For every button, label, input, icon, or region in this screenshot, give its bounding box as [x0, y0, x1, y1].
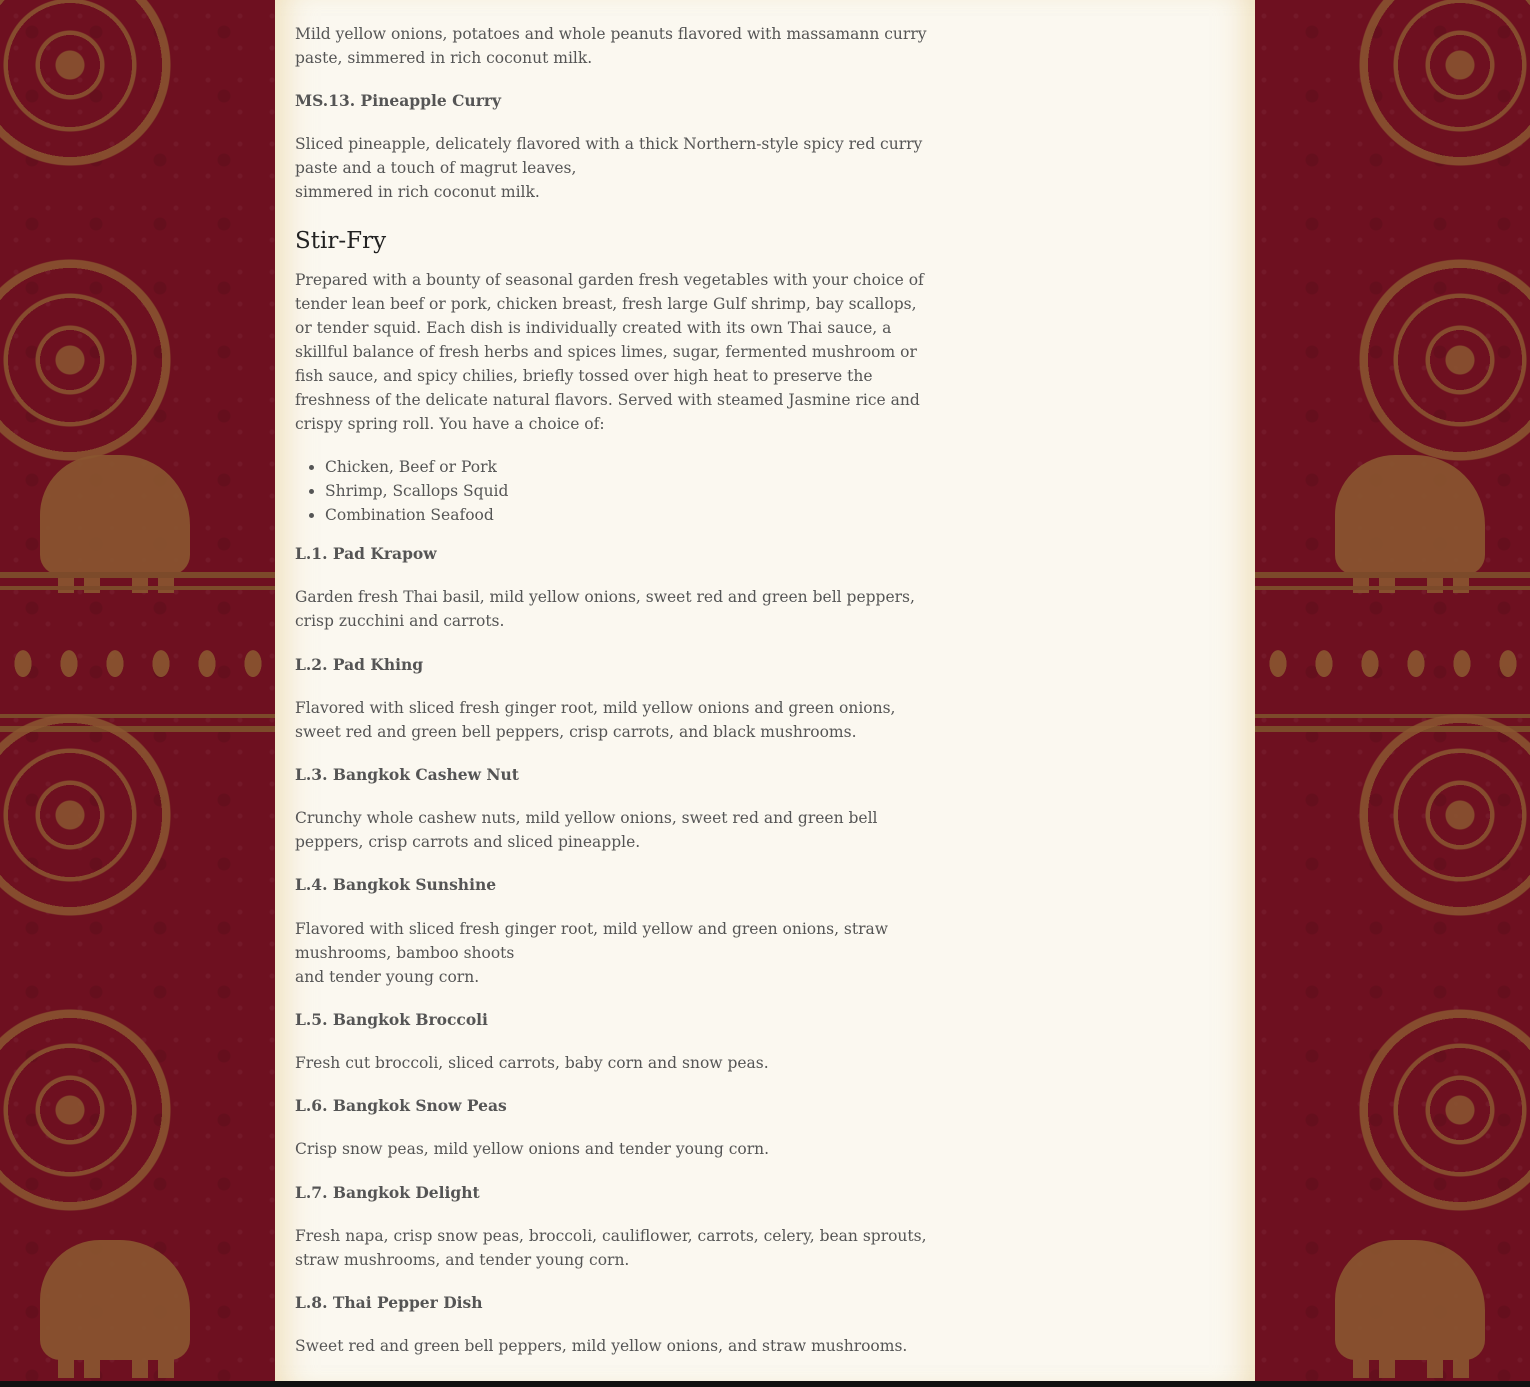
list-item: • Chicken, Beef or Pork [325, 455, 935, 479]
menu-item-description: Sweet red and green bell peppers, mild yellow onions, and straw mushrooms. [295, 1337, 908, 1355]
menu-item-description: Flavored with sliced fresh ginger root, mild yellow and green onions, straw mushrooms, bamboo shoots and tender young corn. [295, 920, 889, 986]
elephant-ornament [1335, 1240, 1485, 1360]
background-pattern-right [1255, 0, 1530, 1387]
menu-item-description: Mild yellow onions, potatoes and whole peanuts flavored with massamann curry paste, simmered in rich coconut milk. [295, 25, 927, 67]
menu-item-title: L.5. Bangkok Broccoli [295, 1010, 488, 1029]
menu-item-description: Fresh cut broccoli, sliced carrots, baby corn and snow peas. [295, 1054, 769, 1072]
choice-list [295, 455, 935, 527]
menu-item-description: Crisp snow peas, mild yellow onions and tender young corn. [295, 1140, 770, 1158]
mandala-ornament [0, 0, 195, 190]
menu-section [295, 0, 935, 1358]
elephant-ornament [1335, 455, 1485, 575]
section-heading-stir-fry: Stir-Fry [295, 228, 387, 254]
section-intro: Prepared with a bounty of seasonal garden fresh vegetables with your choice of tender lean beef or pork, chicken breast, fresh large Gulf shrimp, bay scallops, or tender squid. Each dish is individually created with its own Thai sauce, a skillful balance of fresh herbs and spices limes, sugar, fermented mushroom or fish sauce, and spicy chilies, briefly tossed over high heat to preserve the freshness of the delicate natural flavors. Served with steamed Jasmine rice and crispy spring roll. You have a choice of: [295, 271, 924, 433]
list-item: • Combination Seafood [325, 503, 935, 527]
footer-divider [0, 1381, 1530, 1387]
mandala-ornament [0, 235, 195, 485]
menu-content-panel [275, 0, 1255, 1381]
menu-item-description: Crunchy whole cashew nuts, mild yellow onions, sweet red and green bell peppers, crisp carrots and sliced pineapple. [295, 809, 878, 851]
menu-item-description: Fresh napa, crisp snow peas, broccoli, cauliflower, carrots, celery, bean sprouts, straw mushrooms, and tender young corn. [295, 1227, 927, 1269]
menu-item-title: L.1. Pad Krapow [295, 544, 437, 563]
elephant-ornament [40, 1240, 190, 1360]
menu-item-title: L.6. Bangkok Snow Peas [295, 1096, 507, 1115]
menu-item-title: L.3. Bangkok Cashew Nut [295, 765, 519, 784]
list-item: • Shrimp, Scallops Squid [325, 479, 935, 503]
menu-item-title: MS.13. Pineapple Curry [295, 91, 502, 110]
mandala-ornament [0, 985, 195, 1235]
menu-item-title: L.7. Bangkok Delight [295, 1183, 480, 1202]
elephant-ornament [40, 455, 190, 575]
menu-item-description: Garden fresh Thai basil, mild yellow onions, sweet red and green bell peppers, crisp zucchini and carrots. [295, 588, 915, 630]
menu-item-title: L.8. Thai Pepper Dish [295, 1293, 483, 1312]
mandala-ornament [1335, 985, 1530, 1235]
menu-item-title: L.2. Pad Khing [295, 655, 424, 674]
background-pattern-left [0, 0, 275, 1387]
mandala-ornament [1335, 235, 1530, 485]
menu-item-description: Sliced pineapple, delicately flavored with a thick Northern-style spicy red curry paste and a touch of magrut leaves, simmered in rich coconut milk. [295, 135, 923, 201]
menu-item-title: L.4. Bangkok Sunshine [295, 875, 497, 894]
mandala-ornament [1335, 0, 1530, 190]
menu-item-description: Flavored with sliced fresh ginger root, mild yellow onions and green onions, sweet red and green bell peppers, crisp carrots, and black mushrooms. [295, 699, 896, 741]
